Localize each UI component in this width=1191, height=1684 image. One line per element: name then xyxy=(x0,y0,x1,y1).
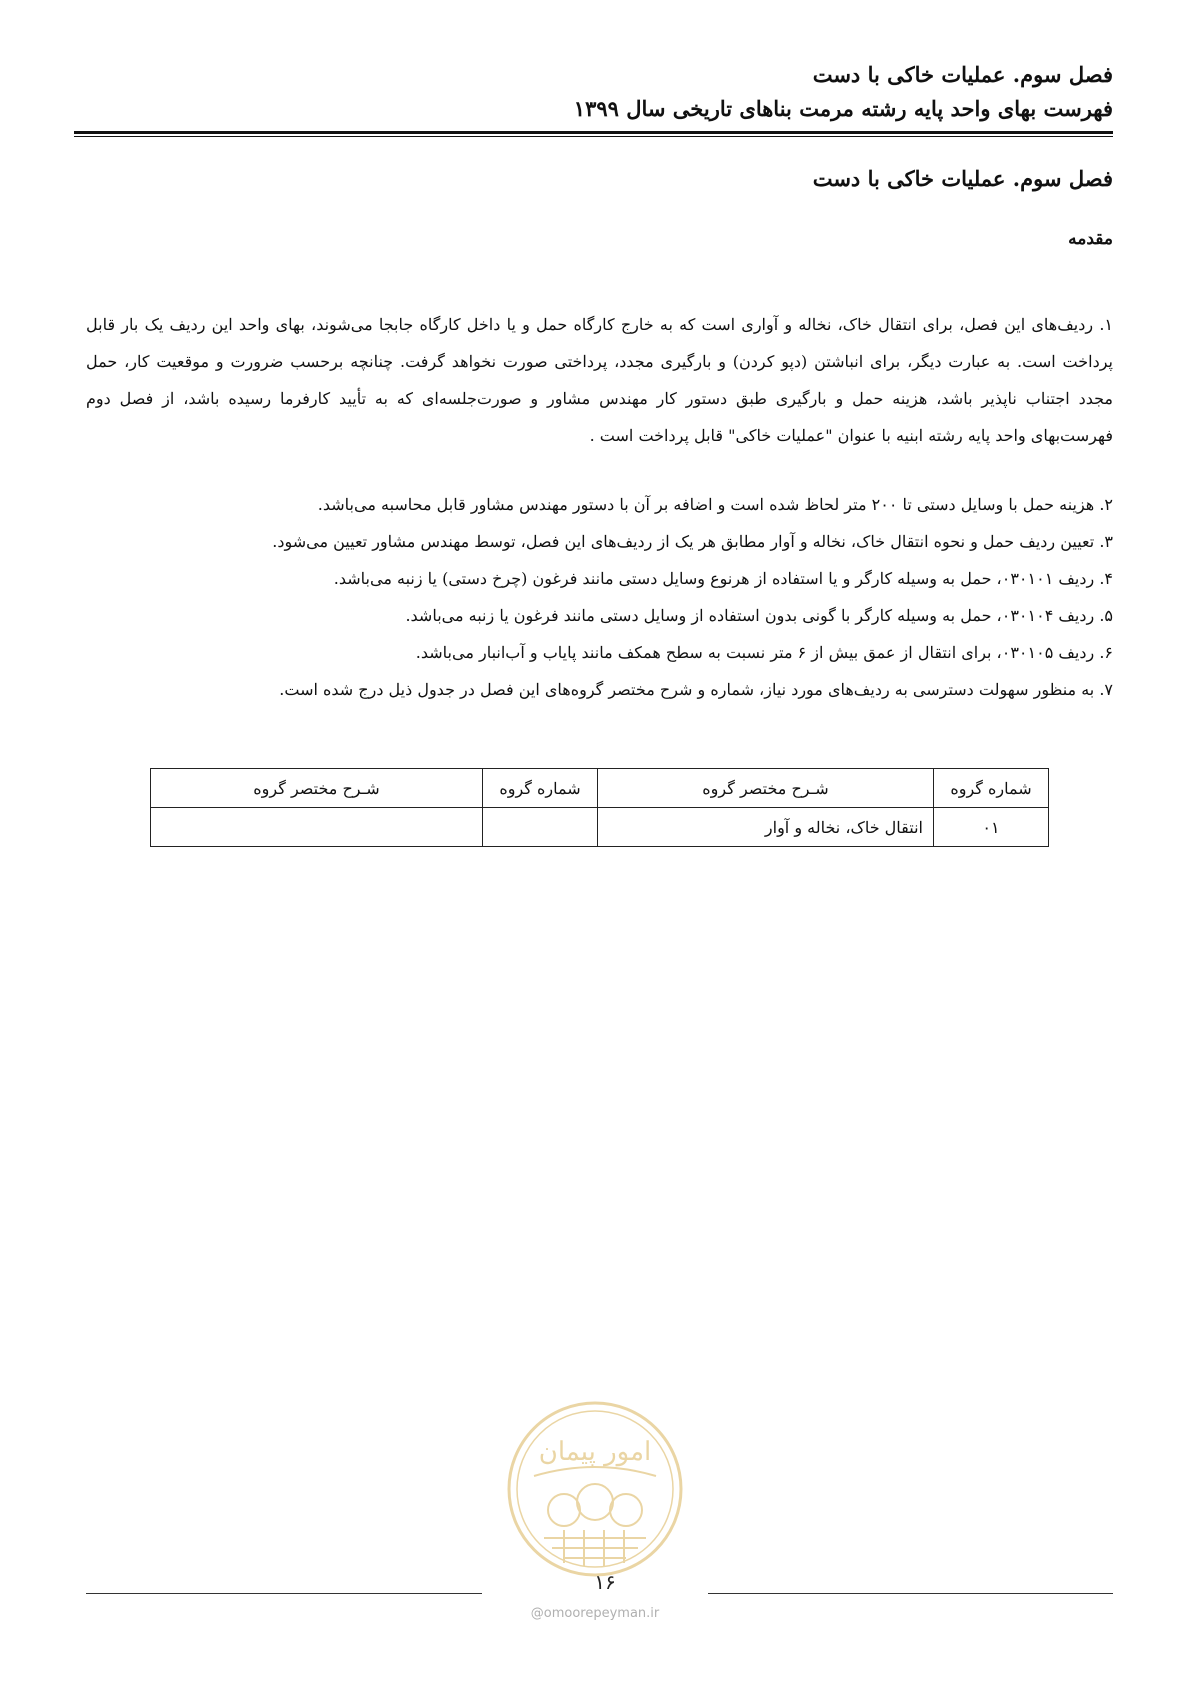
list-item: ۵. ردیف ۰۳۰۱۰۴، حمل به وسیله کارگر با گونی بدون استفاده از وسایل دستی مانند فرغون یا زنبه می‌باشد. xyxy=(405,606,1113,625)
page-header xyxy=(74,58,1113,126)
footer-rule-left xyxy=(86,1593,482,1594)
table-cell xyxy=(483,808,598,847)
chapter-title: فصل سوم. عملیات خاکی با دست xyxy=(812,166,1113,191)
table-header-cell: شـرح مختصر گروه xyxy=(598,769,934,808)
introduction-heading: مقدمه xyxy=(1068,229,1113,249)
numbered-items xyxy=(86,486,1113,708)
table-cell: ۰۱ xyxy=(934,808,1049,847)
table-header-cell: شماره گروه xyxy=(934,769,1049,808)
table-header-row xyxy=(151,769,1049,808)
header-rule-thin xyxy=(74,136,1113,137)
list-item: ۷. به منظور سهولت دسترسی به ردیف‌های مورد نیاز، شماره و شرح مختصر گروه‌های این فصل در جدول ذیل درج شده است. xyxy=(279,680,1113,699)
page-number: ۱۶ xyxy=(594,1570,616,1594)
group-table xyxy=(150,768,1049,847)
header-catalog-title: فهرست بهای واحد پایه رشته مرمت بناهای تاریخی سال ۱۳۹۹ xyxy=(573,96,1113,121)
table-row xyxy=(151,808,1049,847)
list-item: ۴. ردیف ۰۳۰۱۰۱، حمل به وسیله کارگر و یا استفاده از هرنوع وسایل دستی مانند فرغون (چرخ دستی) یا زنبه می‌باشد. xyxy=(333,569,1113,588)
list-item: ۳. تعیین ردیف حمل و نحوه انتقال خاک، نخاله و آوار مطابق هر یک از ردیف‌های این فصل، توسط مهندس مشاور تعیین می‌شود. xyxy=(272,532,1113,551)
table-header-cell: شماره گروه xyxy=(483,769,598,808)
header-chapter-title: فصل سوم. عملیات خاکی با دست xyxy=(812,62,1113,87)
table-cell: انتقال خاک، نخاله و آوار xyxy=(598,808,934,847)
header-rule-thick xyxy=(74,131,1113,134)
footer-rule-right xyxy=(708,1593,1113,1594)
table-cell xyxy=(151,808,483,847)
list-item: ۶. ردیف ۰۳۰۱۰۵، برای انتقال از عمق بیش از ۶ متر نسبت به سطح همکف مانند پایاب و آب‌انبار می‌باشد. xyxy=(415,643,1113,662)
list-item: ۲. هزینه حمل با وسایل دستی تا ۲۰۰ متر لحاظ شده است و اضافه بر آن با دستور مهندس مشاور قابل محاسبه می‌باشد. xyxy=(317,495,1113,514)
watermark-lettering: امور پیمان xyxy=(538,1437,652,1467)
paragraph-1: ۱. ردیف‌های این فصل، برای انتقال خاک، نخاله و آواری است که به خارج کارگاه حمل و یا داخل کارگاه جابجا می‌شوند، بهای واحد این ردیف یک بار قابل پرداخت است. به عبارت دیگر، برای انباشتن (دپو کردن) و بارگیری مجدد، پرداختی صورت نخواهد گرفت. چنانچه برحسب ضرورت و موقعیت کار، حمل مجدد اجتناب ناپذیر باشد، هزینه حمل و بارگیری طبق دستور کار مهندس مشاور و صورت‌جلسه‌ای که به تأیید کارفرما رسیده باشد، از فصل دوم فهرست‌بهای واحد پایه رشته ابنیه با عنوان "عملیات خاکی" قابل پرداخت است . xyxy=(86,315,1113,445)
website-watermark: @omoorepeyman.ir xyxy=(530,1606,660,1621)
watermark-logo-icon xyxy=(504,1398,686,1580)
table-header-cell: شـرح مختصر گروه xyxy=(151,769,483,808)
